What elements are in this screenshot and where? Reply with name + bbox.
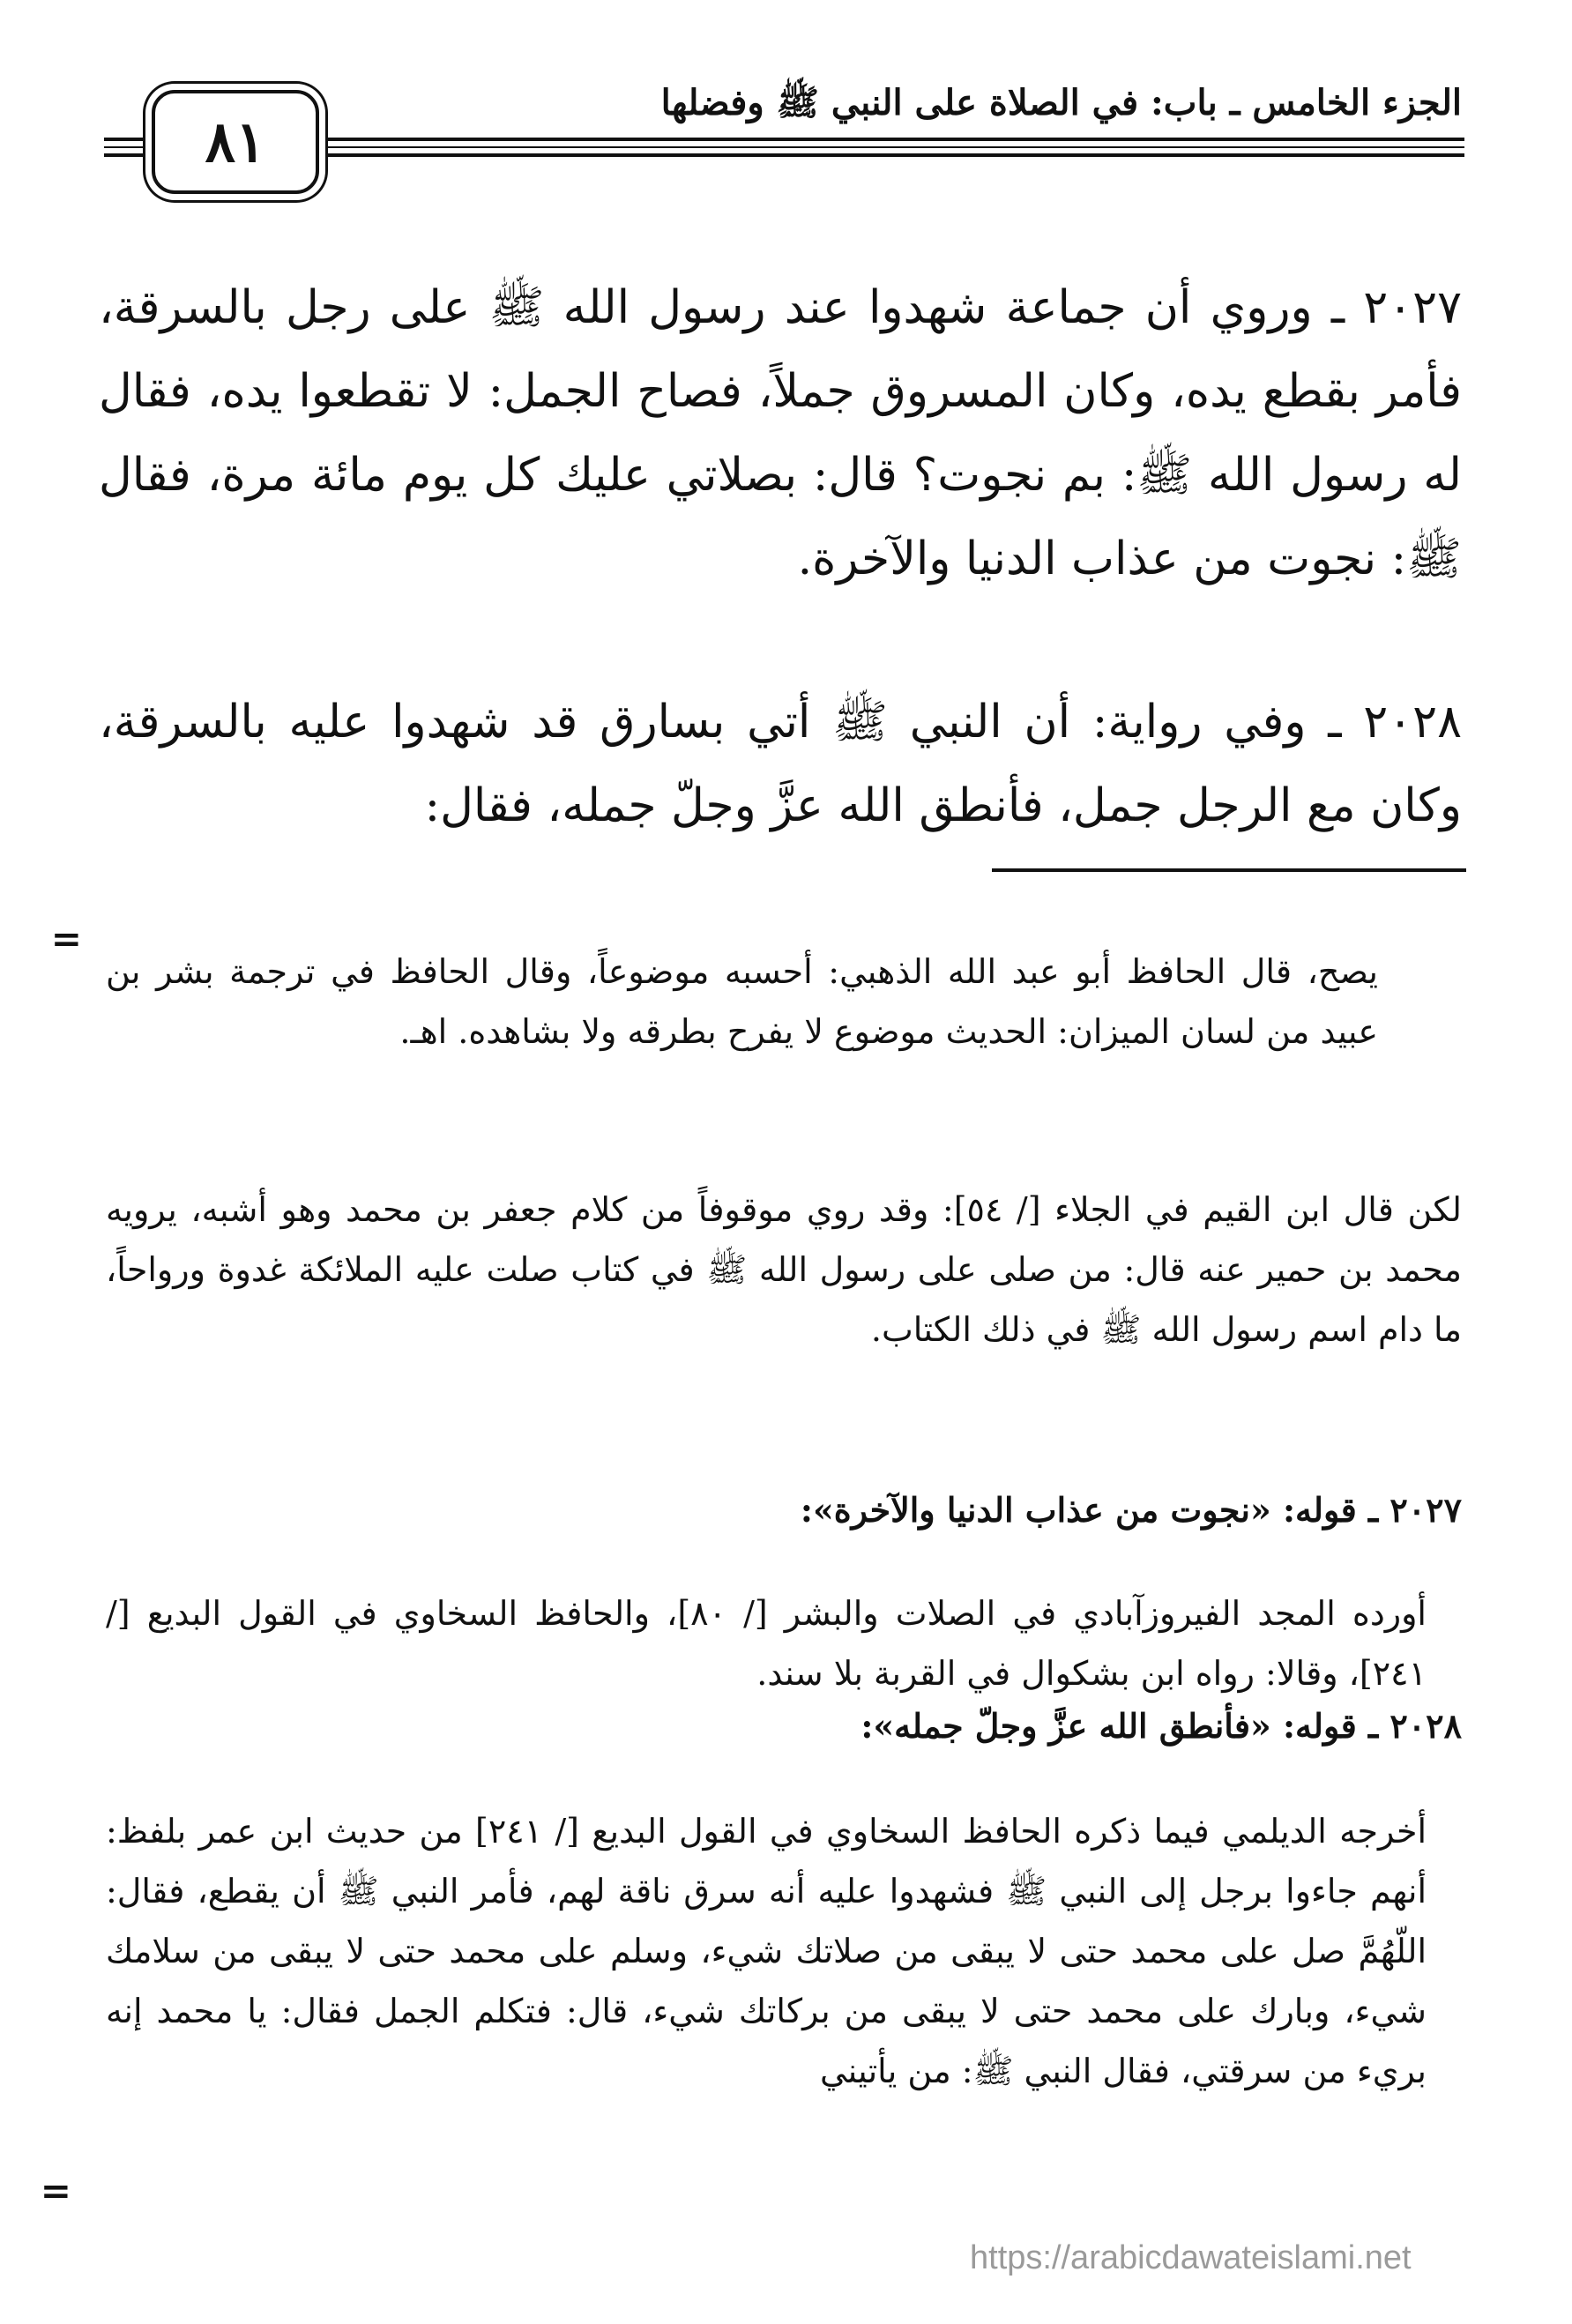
footnote-2027-heading: ٢٠٢٧ ـ قوله: «نجوت من عذاب الدنيا والآخرة»: (800, 1490, 1462, 1530)
footnote-2027-body: أورده المجد الفيروزآبادي في الصلات والبشر [/ ٨٠]، والحافظ السخاوي في القول البديع [/ ٢٤١]، وقالا: رواه ابن بشكوال في القربة بلا سند. (106, 1594, 1427, 1693)
footnote-continued-text: يصح، قال الحافظ أبو عبد الله الذهبي: أحسبه موضوعاً، وقال الحافظ في ترجمة بشر بن عبيد من لسان الميزان: الحديث موضوع لا يفرح بطرقه ولا بشاهده. اهـ. (106, 952, 1378, 1051)
footnote-continues-mark: = (40, 2169, 71, 2212)
footnote-ibn-qayyim-text: لكن قال ابن القيم في الجلاء [/ ٥٤]: وقد روي موقوفاً من كلام جعفر بن محمد وهو أشبه، يرويه محمد بن حمير عنه قال: من صلى على رسول الله ﷺ في كتاب صلت عليه الملائكة غدوة ورواحاً، ما دام اسم رسول الله ﷺ في ذلك الكتاب. (106, 1190, 1463, 1349)
hadith-2027-text: ٢٠٢٧ ـ وروي أن جماعة شهدوا عند رسول الله ﷺ على رجل بالسرقة، فأمر بقطع يده، وكان المسروق جملاً، فصاح الجمل: لا تقطعوا يده، فقال له رسول الله ﷺ: بم نجوت؟ قال: بصلاتي عليك كل يوم مائة مرة، فقال ﷺ: نجوت من عذاب الدنيا والآخرة. (99, 281, 1462, 585)
source-watermark: https://arabicdawateislami.net (970, 2239, 1412, 2276)
footnote-2028-body: أخرجه الديلمي فيما ذكره الحافظ السخاوي في القول البديع [/ ٢٤١] من حديث ابن عمر بلفظ: أنهم جاءوا برجل إلى النبي ﷺ فشهدوا عليه أنه سرق ناقة لهم، فأمر النبي ﷺ أن يقطع، فقال: اللّهُمَّ صل على محمد حتى لا يبقى من صلاتك شيء، وسلم على محمد حتى لا يبقى من سلامك شيء، وبارك على محمد حتى لا يبقى من بركاتك شيء، قال: فتكلم الجمل فقال: يا محمد إنه بريء من سرقتي، فقال النبي ﷺ: من يأتيني (106, 1812, 1427, 2090)
footnote-continuation-mark: = (50, 917, 82, 960)
running-header-title: الجزء الخامس ـ باب: في الصلاة على النبي ﷺ وفضلها (660, 82, 1462, 123)
hadith-2028-text: ٢٠٢٨ ـ وفي رواية: أن النبي ﷺ أتي بسارق قد شهدوا عليه بالسرقة، وكان مع الرجل جمل، فأنطق الله عزَّ وجلّ جمله، فقال: (99, 696, 1462, 832)
footnote-separator (992, 868, 1466, 872)
footnote-2028-heading: ٢٠٢٨ ـ قوله: «فأنطق الله عزَّ وجلّ جمله»: (861, 1706, 1462, 1746)
page-number: ٨١ (152, 90, 319, 194)
